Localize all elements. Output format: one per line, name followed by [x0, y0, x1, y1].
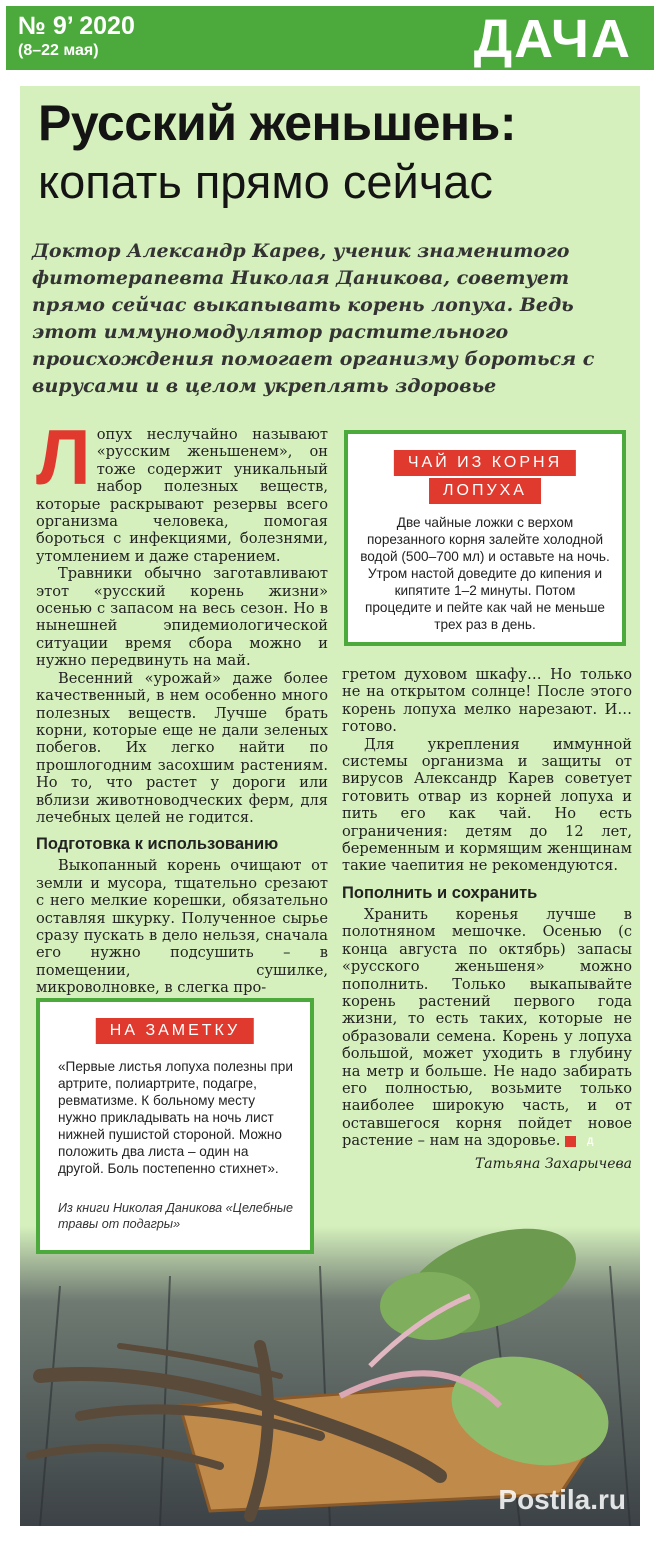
lead-paragraph: Доктор Александр Карев, ученик знаменитого фитотерапевта Николая Даникова, советует прямо сейчас выкапывать корень лопуха. Ведь этот иммуномодулятор растительного происхождения помогает организму бороться с вирусами и в целом укреплять здоровье	[32, 240, 595, 397]
note-box	[36, 998, 314, 1254]
headline-line-1: Русский женьшень:	[38, 95, 517, 151]
paragraph-1	[36, 413, 328, 565]
paragraph-6: Для укрепления иммунной системы организма и защиты от вирусов Александр Карев советует готовить отвар из корней лопуха и пить его как чай. Но есть ограничения: детям до 12 лет, беременным и кормящим женщинам такие чаепития не рекомендуются.	[342, 735, 632, 875]
paragraph-3: Весенний «урожай» даже более качественный, в нем особенно много полезных веществ. Лучше брать корни, которые еще не дали зеленых побегов. Их легко найти по прошлогодним засохшим растениям. Но то, что растет у дороги или вблизи животноводческих ферм, для лечебных целей не годится.	[36, 669, 328, 826]
headline	[38, 92, 628, 210]
paragraph-4: Выкопанный корень очищают от земли и мусора, тщательно срезают с него мелкие корешки, обязательно оставляя шкурку. Полученное сырье сразу пускать в дело нельзя, сначала его нужно подсушить – в помещении, сушилке, микроволновке, в слегка про-	[36, 857, 328, 997]
column-right	[342, 666, 632, 1173]
tea-box-text: Две чайные ложки с верхом порезанного корня залейте холодной водой (500–700 мл) и оставьте на ночь. Утром настой доведите до кипения и кипятите 1–2 минуты. Потом процедите и пейте как чай не меньше трех раз в день.	[360, 515, 610, 632]
watermark: Postila.ru	[498, 1484, 626, 1515]
paragraph-5: гретом духовом шкафу… Но только не на открытом солнце! После этого корень лопуха мелко нарезают. И… готово.	[342, 666, 632, 736]
end-mark-icon: Д	[565, 1136, 576, 1147]
tea-box-tag-line-2: ЛОПУХА	[429, 478, 541, 504]
issue-number: № 9’ 2020	[18, 12, 135, 40]
author-signature: Татьяна Захарычева	[474, 1155, 632, 1172]
headline-line-2: копать прямо сейчас	[38, 155, 493, 208]
note-box-text: «Первые листья лопуха полезны при артрите, полиартрите, подагре, ревматизме. К больному месту нужно прикладывать на ночь лист нижней пушистой стороной. Можно положить два листа – один на другой. Боль постепенно стихнет».	[58, 1059, 293, 1176]
subheading-replenish: Пополнить и сохранить	[342, 883, 538, 902]
paragraph-1-text: опух неслучайно называют «русским женьшенем», он тоже содержит уникальный набор полезных веществ, которые раскрывают резервы всего организма человека, помогая бороться с инфекциями, болезнями, утомлением и даже старением.	[36, 426, 328, 565]
tea-box-tag-line-1: ЧАЙ ИЗ КОРНЯ	[394, 450, 576, 476]
column-left	[36, 413, 328, 997]
article	[20, 86, 640, 1526]
masthead-bar	[6, 6, 654, 70]
paragraph-7	[342, 906, 632, 1150]
tea-recipe-box	[344, 430, 626, 646]
section-title: ДАЧА	[473, 9, 632, 69]
burdock-root-photo	[20, 1226, 640, 1526]
subheading-preparation: Подготовка к использованию	[36, 835, 279, 854]
paragraph-7-text: Хранить коренья лучше в полотняном мешочке. Осенью (с конца августа по октябрь) запасы «русского женьшеня» можно пополнить. Только выкапывайте корень растений первого года жизни, то есть таких, которые не образовали семена. Корень у лопуха большой, может уходить в глубину на метр и больше. Не надо забирать его полностью, возьмите только наиболее широкую часть, и от оставшегося корня пойдет новое растение – нам на здоровье.	[342, 905, 632, 1150]
paragraph-2: Травники обычно заготавливают этот «русский корень жизни» осенью с запасом на весь сезон. Но в нынешней эпидемиологической ситуации время сбора можно и нужно передвинуть на май.	[36, 565, 328, 670]
drop-cap: Л	[36, 413, 91, 501]
note-box-tag: НА ЗАМЕТКУ	[96, 1018, 254, 1044]
issue-dates: (8–22 мая)	[18, 42, 99, 59]
note-box-source: Из книги Николая Даникова «Целебные травы от подагры»	[58, 1201, 294, 1231]
issue-info	[18, 12, 135, 62]
